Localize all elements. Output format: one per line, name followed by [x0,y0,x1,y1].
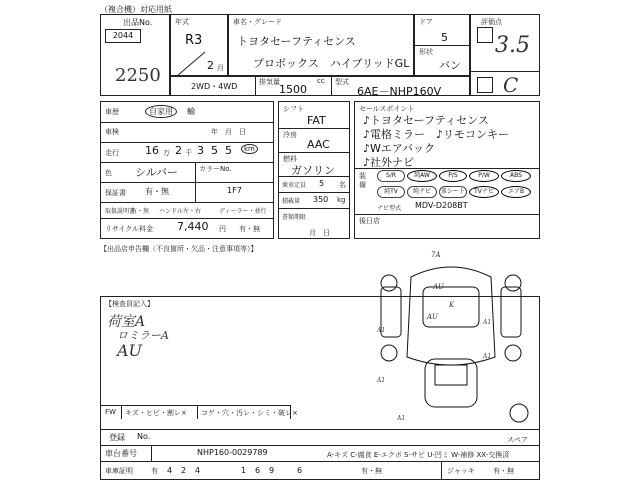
score-value: 3.5 [495,33,530,58]
color-label: 色 [105,169,112,177]
car-rear-shape [425,359,477,407]
notice-label: 【出品店申告欄（不良箇所・欠品・注意事項等）】 [100,245,258,253]
interior-items: コゲ・穴・汚レ・シミ・破レ× [201,409,298,417]
equip-opt-4: P/W [469,170,499,182]
vin-row [100,446,540,462]
selling-points-label: セールスポイント [359,105,415,113]
storage-label: 車庫証明 [105,467,133,475]
mileage-d2: 2 [175,144,182,157]
wheel-front-right [505,275,521,291]
mileage-u2: 千 [185,149,192,157]
mileage-u1: 万 [163,149,170,157]
spare-label: スペア [507,436,528,444]
capacity-unit: 名 [339,181,346,189]
dealer-value: ディーラー・並行 [219,208,267,215]
spec-row [170,76,470,96]
year-month-suffix: 月 [217,64,224,72]
registration-no: No. [137,432,151,441]
selling-point-4: ♪社外ナビ [363,156,415,169]
doors-box [414,14,470,76]
lot-label: 出品No. [123,18,153,27]
diagram-label-6: A1 [483,353,492,360]
doc-deadline-suffix: 月 日 [309,229,330,237]
doors-label: ドア [419,18,433,26]
history-label: 車歴 [105,108,119,116]
equipment-label: 装備 [359,172,366,189]
recycle-label: リサイクル料金 [105,225,154,233]
capacity-label: 乗車定員 [282,182,307,189]
mid-spec-box [278,101,350,239]
mileage-label: 走行 [105,149,119,157]
fw-label: FW [105,408,116,416]
inspector-note-1: 荷室A [107,314,146,330]
inspection-suffix: 年 月 日 [211,128,246,136]
year-era: R3 [185,33,203,48]
inspection-label: 車検 [105,128,119,136]
load-label: 積載量 [282,198,301,205]
spare-tire-shape [510,404,528,422]
lot-code: 2044 [105,29,141,43]
diagram-label-7: A1 [377,327,386,334]
car-body-shape [407,267,495,365]
fw-items: キズ・ヒビ・割レ× [125,409,187,417]
mileage-d3: 3 [197,144,204,157]
drive-text: 2WD・4WD [191,82,238,91]
mileage-d5: 5 [225,144,232,157]
nav-model-label: ナビ型式 [377,205,402,212]
diagram-label-1: 7A [431,251,441,259]
recycle-yes-no: 有・無 [239,225,260,233]
recycle-unit: 円 [219,225,226,233]
storage-num-1: 4 [167,466,173,475]
model-line2: プロボックス ハイブリッドGL [253,57,410,70]
storage-num-3: 4 [195,466,201,475]
shift-label: シフト [283,105,304,113]
jack-label: ジャッキ [447,467,475,475]
diagram-label-9: A1 [397,415,406,422]
doc-deadline-label: 書類期限 [282,214,307,221]
mileage-d1: 16 [145,144,159,157]
year-month: 2 [207,59,214,72]
selling-point-2: ♪電格ミラー ♪リモコンキー [363,128,510,141]
equip-opt-7: 純ナビ [407,186,437,198]
detail-box [100,101,274,239]
model-label: 車名・グレード [233,18,282,26]
capacity-value: 5 [319,179,325,188]
equip-opt-2: 純AW [407,170,437,182]
inspector-note-2: ロミラーA [117,329,169,342]
fuel-label: 燃料 [283,155,297,163]
handle-label: ハンドル [159,208,184,215]
equip-opt-8: 革シート [439,186,467,198]
score-interior: C [503,73,519,97]
score-label: 評価点 [481,18,502,26]
inspector-note-3: AU [117,341,143,360]
equip-opt-3: P/S [439,170,467,182]
year-label: 年式 [175,18,189,26]
diagram-label-4: K [449,301,455,309]
mileage-unit: km [241,144,258,154]
equip-opt-10: エアB [501,186,531,198]
equip-opt-1: S/R [377,170,405,182]
shift-value: FAT [307,114,326,127]
storage-num-4: 1 [241,466,247,475]
doors-value: 5 [441,31,448,44]
storage-num-6: 9 [269,466,275,475]
storage-num-5: 6 [255,466,261,475]
manual-label: 取扱説明書 [105,208,136,215]
selling-point-1: ♪トヨタセーフティセンス [363,114,489,127]
model-line1: トヨタセーフティセンス [237,35,356,48]
warranty-value: 有・無 [145,187,169,196]
load-value: 350 [313,195,329,204]
other-label: 後日店 [359,217,380,225]
ac-label: 冷房 [283,131,297,139]
legend-text: A-キズ C-腐食 E-エクボ S-サビ U-凹ミ W-補修 XX-交換済 [327,451,510,459]
vin-value: NHP160-0029789 [197,448,268,457]
shape-value: バン [439,59,461,72]
sheet-title: （複合機）対応用紙 [100,5,172,14]
lot-number: 2250 [115,65,161,86]
equip-opt-9: TVナビ [469,186,499,198]
car-rear-window-shape [435,365,467,385]
car-diagram [371,247,531,429]
recycle-value: 7,440 [177,220,209,233]
inspector-label: 【検査員記入】 [105,300,154,308]
storage-num-7: 6 [297,466,303,475]
equip-opt-6: 純TV [377,186,405,198]
color-code: 1F7 [227,186,242,195]
manual-value: 有・無 [131,208,150,215]
displacement-value: 1500 [279,83,307,96]
handle-value: 左・右 [183,208,202,215]
fw-row [101,405,298,419]
displacement-unit: cc [317,77,325,85]
storage-num-2: 2 [181,466,187,475]
points-box [354,101,540,239]
vin-label: 車台番号 [105,449,137,458]
warranty-label: 保証書 [105,189,126,197]
mileage-d4: 5 [211,144,218,157]
wheel-rear-right [505,345,521,361]
history-value: 自家用 [145,105,177,118]
color-value: シルバー [135,166,178,179]
car-right-side-shape [501,287,521,337]
registration-label: 登録 [109,433,125,442]
diagram-label-5: A1 [483,319,492,326]
wheel-front-left [381,275,397,291]
model-box [228,14,414,76]
ac-value: AAC [307,138,330,151]
score-box [470,14,540,96]
displacement-label: 排気量 [259,78,280,86]
type-label: 型式 [335,78,349,86]
equip-opt-5: ABS [501,170,531,182]
lot-box [100,14,170,96]
selling-point-3: ♪Wエアバック [363,142,436,155]
storage-row [100,462,540,480]
jack-value: 有・無 [493,467,514,475]
shape-label: 形状 [419,48,433,56]
registration-row [100,430,540,446]
wheel-rear-left [381,345,397,361]
year-box [170,14,228,76]
fuel-value: ガソリン [291,164,335,177]
load-unit: kg [337,196,346,204]
diagram-label-3: AU [427,313,438,321]
storage-prefix: 有 [151,467,158,475]
history-alt: 輸 [187,107,195,116]
nav-model-value: MDV-D208BT [415,201,468,210]
diagram-label-8: A1 [377,377,386,384]
color-code-label: カラーNo. [199,165,232,173]
type-value: 6AE－NHP160V [357,85,442,98]
diagram-label-2: AU [433,283,444,291]
bottom-yes-no: 有・無 [361,467,382,475]
